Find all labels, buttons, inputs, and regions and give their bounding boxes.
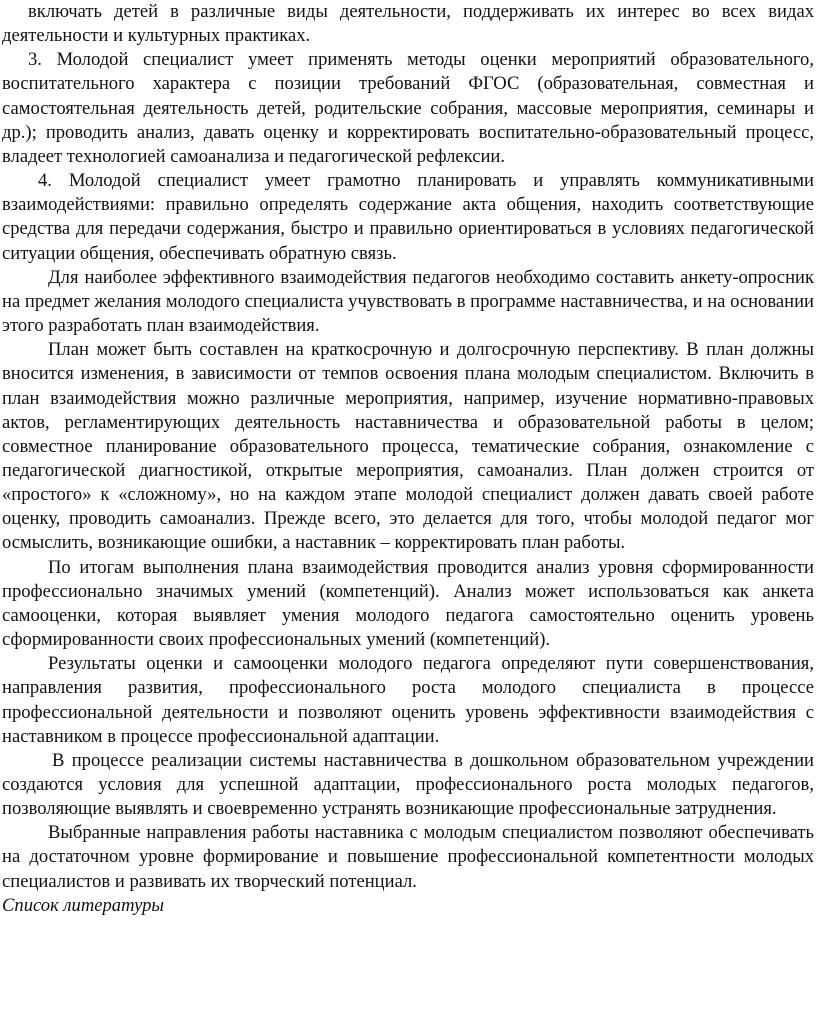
paragraph-engagement-continuation: включать детей в различные виды деятельности, поддерживать их интерес во всех видах деятельности и культурных практиках. — [2, 1, 814, 47]
paragraph-item-4-communication: 4. Молодой специалист умеет грамотно планировать и управлять коммуникативными взаимодействиями: правильно определять содержание акта общения, находить соответствующие средства для передачи содержания, быстро и правильно ориентироваться в условиях педагогической ситуации общения, обеспечивать обратную связь. — [2, 170, 814, 264]
paragraph-interaction-plan: План может быть составлен на краткосрочную и долгосрочную перспективу. В план должны вносится изменения, в зависимости от темпов освоения плана молодым специалистом. Включить в план взаимодействия можно различные мероприятия, например, изучение нормативно-правовых актов, регламентирующих деятельность наставничества и образовательной работы в целом; совместное планирование образовательного процесса, тематические собрания, ознакомление с педагогической диагностикой, открытые мероприятия, самоанализ. План должен строится от «простого» к «сложному», но на каждом этапе молодой специалист должен давать своей работе оценку, проводить самоанализ. Прежде всего, это делается для того, чтобы молодой педагог мог осмыслить, возникающие ошибки, а наставник – корректировать план работы. — [2, 339, 814, 554]
references-heading: Список литературы — [2, 894, 164, 916]
paragraph-plan-results-analysis: По итогам выполнения плана взаимодействия проводится анализ уровня сформированности профессионально значимых умений (компетенций). Анализ может использоваться как анкета самооценки, которая выявляет умения молодого педагога самостоятельно оценить уровень сформированности своих профессиональных умений (компетенций). — [2, 556, 814, 651]
paragraph-conclusion: Выбранные направления работы наставника с молодым специалистом позволяют обеспечивать на достаточном уровне формирование и повышение профессиональной компетентности молодых специалистов и развивать их творческий потенциал. — [2, 822, 814, 892]
paragraph-mentoring-system: В процессе реализации системы наставничества в дошкольном образовательном учреждении создаются условия для успешной адаптации, профессионального роста молодых педагогов, позволяющие выявлять и своевременно устранять возникающие профессиональные затруднения. — [2, 749, 814, 820]
document-page — [2, 0, 814, 918]
paragraph-questionnaire: Для наиболее эффективного взаимодействия педагогов необходимо составить анкету-опросник на предмет желания молодого специалиста учувствовать в программе наставничества, и на основании этого разработать план взаимодействия. — [2, 266, 814, 337]
paragraph-assessment-results: Результаты оценки и самооценки молодого педагога определяют пути совершенствования, направления развития, профессионального роста молодого специалиста в процессе профессиональной деятельности и позволяют оценить уровень эффективности взаимодействия с наставником в процессе профессиональной адаптации. — [2, 653, 814, 747]
paragraph-item-3-assessment: 3. Молодой специалист умеет применять методы оценки мероприятий образовательного, воспитательного характера с позиции требований ФГОС (образовательная, совместная и самостоятельная деятельность детей, родительские собрания, массовые мероприятия, семинары и др.); проводить анализ, давать оценку и корректировать воспитательно-образовательный процесс, владеет технологией самоанализа и педагогической рефлексии. — [2, 49, 814, 167]
